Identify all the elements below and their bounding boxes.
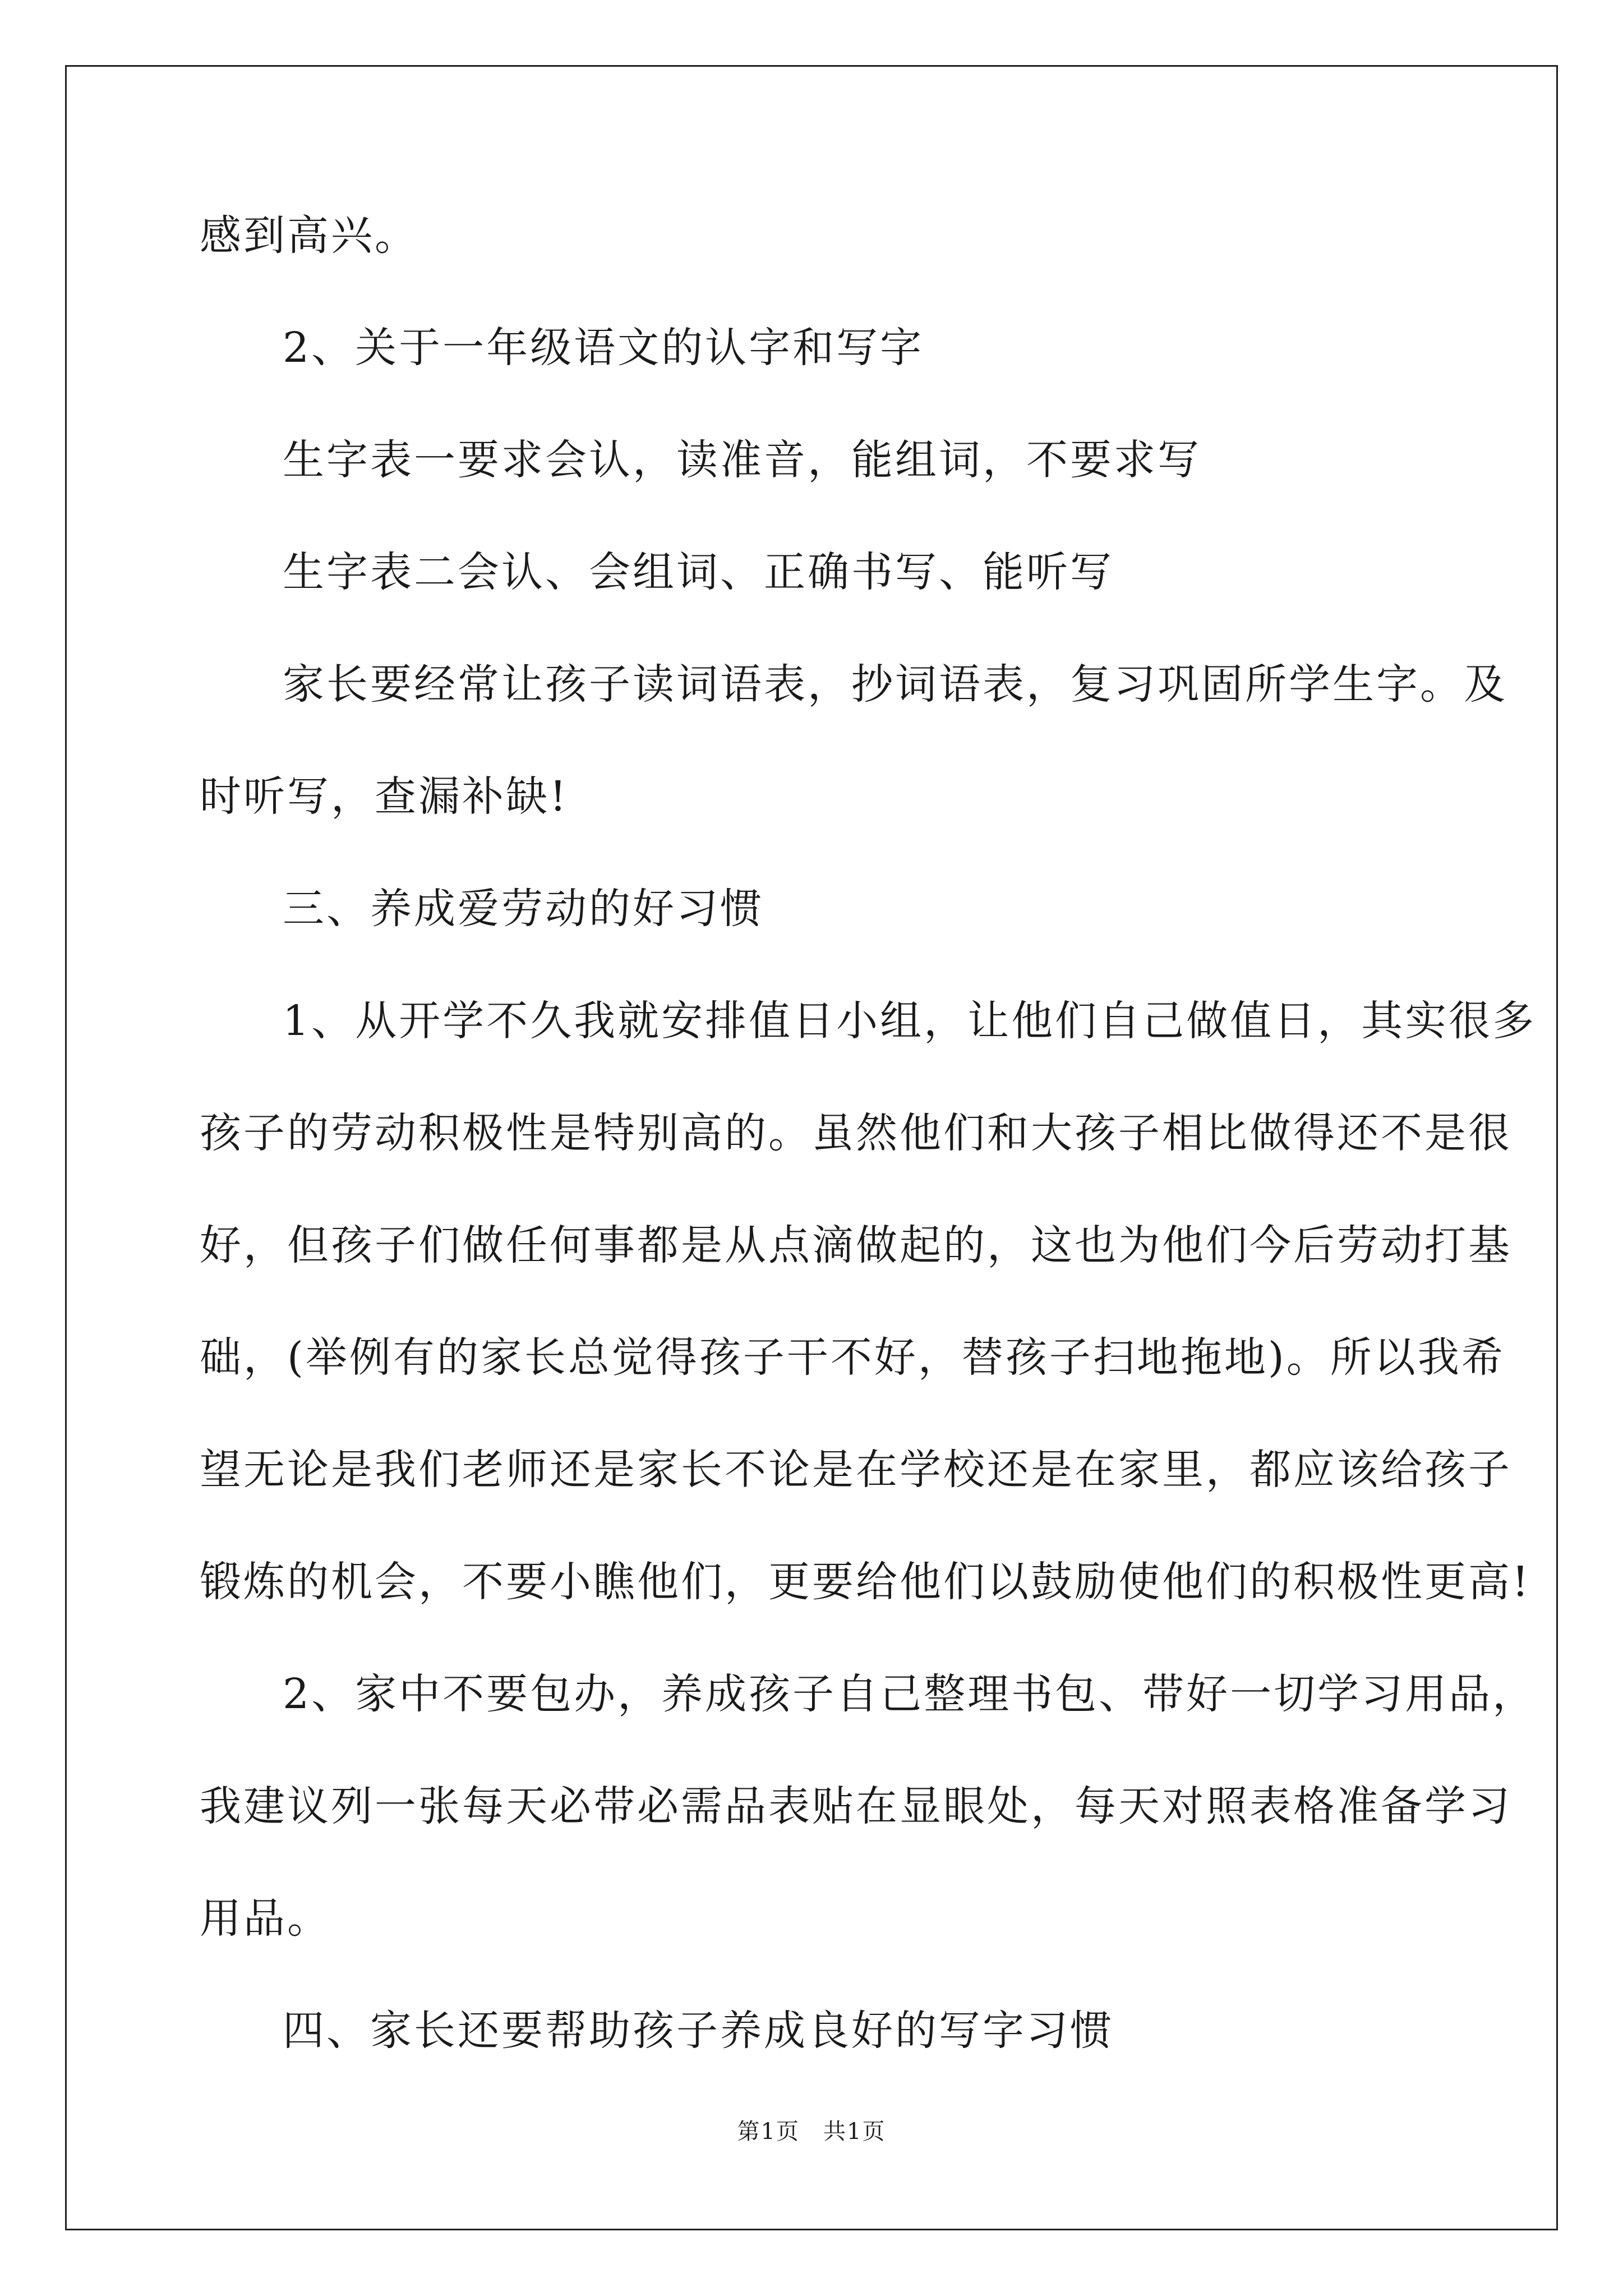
text-line: 好，但孩子们做任何事都是从点滴做起的，这也为他们今后劳动打基 bbox=[200, 1221, 1512, 1269]
text-line: 1、从开学不久我就安排值日小组，让他们自己做值日，其实很多 bbox=[283, 997, 1537, 1045]
text-line: 锻炼的机会，不要小瞧他们，更要给他们以鼓励使他们的积极性更高! bbox=[200, 1558, 1531, 1606]
section-heading: 2、关于一年级语文的认字和写字 bbox=[283, 324, 924, 372]
text-line: 时听写，查漏补缺! bbox=[200, 772, 569, 821]
text-line: 生字表一要求会认，读准音，能组词，不要求写 bbox=[283, 436, 1201, 484]
section-heading: 三、养成爱劳动的好习惯 bbox=[283, 885, 764, 933]
text-line: 家长要经常让孩子读词语表，抄词语表，复习巩固所学生字。及 bbox=[283, 660, 1507, 708]
text-line: 感到高兴。 bbox=[200, 211, 418, 260]
page-number-footer: 第1页 共1页 bbox=[737, 2119, 886, 2145]
text-line: 孩子的劳动积极性是特别高的。虽然他们和大孩子相比做得还不是很 bbox=[200, 1109, 1512, 1157]
section-heading: 四、家长还要帮助孩子养成良好的写字习惯 bbox=[283, 2007, 1114, 2055]
text-line: 我建议列一张每天必带必需品表贴在显眼处，每天对照表格准备学习 bbox=[200, 1782, 1512, 1830]
text-line: 生字表二会认、会组词、正确书写、能听写 bbox=[283, 548, 1114, 596]
text-line: 望无论是我们老师还是家长不论是在学校还是在家里，都应该给孩子 bbox=[200, 1446, 1512, 1494]
text-line: 2、家中不要包办，养成孩子自己整理书包、带好一切学习用品， bbox=[283, 1670, 1537, 1718]
text-line: 用品。 bbox=[200, 1894, 331, 1943]
text-line: 础，(举例有的家长总觉得孩子干不好，替孩子扫地拖地)。所以我希 bbox=[200, 1333, 1505, 1382]
